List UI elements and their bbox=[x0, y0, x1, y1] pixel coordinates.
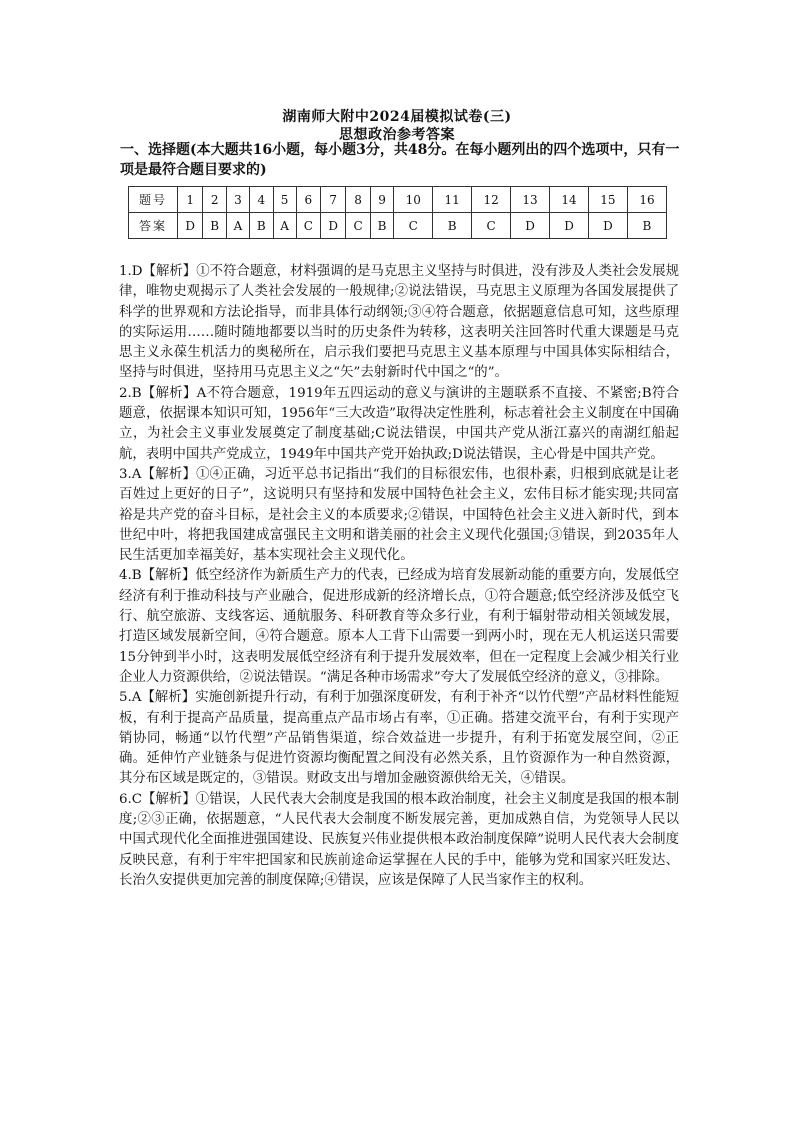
item-label: 6.C【解析】 bbox=[119, 791, 196, 807]
question-number: 14 bbox=[550, 187, 589, 213]
question-number: 16 bbox=[627, 187, 666, 213]
question-number: 9 bbox=[370, 187, 394, 213]
question-number: 13 bbox=[511, 187, 550, 213]
answer-cell: D bbox=[550, 213, 589, 239]
answer-cell: B bbox=[627, 213, 666, 239]
answer-cell: D bbox=[588, 213, 627, 239]
answer-cell: D bbox=[321, 213, 346, 239]
answer-row bbox=[129, 213, 667, 239]
question-number: 5 bbox=[273, 187, 296, 213]
answer-cell: B bbox=[433, 213, 472, 239]
answer-cell: A bbox=[226, 213, 249, 239]
explanation-item bbox=[119, 790, 679, 891]
item-text: ①不符合题意，材料强调的是马克思主义坚持与时俱进，没有涉及人类社会发展规律，唯物史观揭示了人类社会发展的一般规律;②说法错误，马克思主义原理为各国发展提供了科学的世界观和方法论指导，而非具体行动纲领;③④符合题意，依据题意信息可知，这些原理的实际运用……随时随地都要以当时的历史条件为转移，这表明关注回答时代重大课题是马克思主义永葆生机活力的奥秘所在，启示我们要把马克思主义基本原理与中国具体实际相结合，坚持与时俱进，坚持用马克思主义之“矢”去射新时代中国之“的”。 bbox=[119, 264, 679, 381]
answer-cell: C bbox=[346, 213, 370, 239]
question-number: 7 bbox=[321, 187, 346, 213]
question-number: 6 bbox=[296, 187, 320, 213]
answer-cell: C bbox=[394, 213, 433, 239]
item-label: 4.B【解析】 bbox=[119, 568, 196, 584]
question-number: 15 bbox=[588, 187, 627, 213]
question-number: 3 bbox=[226, 187, 249, 213]
question-number: 8 bbox=[346, 187, 370, 213]
answer-cell: C bbox=[472, 213, 511, 239]
question-number: 4 bbox=[250, 187, 274, 213]
item-text: 低空经济作为新质生产力的代表，已经成为培育发展新动能的重要方向，发展低空经济有利于推动科技与产业融合，促进形成新的经济增长点，①符合题意;低空经济涉及低空飞行、航空旅游、支线客运、通航服务、科研教育等众多行业，有利于辐射带动相关领域发展，打造区域发展新空间，④符合题意。原本人工背下山需要一到两小时，现在无人机运送只需要15分钟到半小时，这表明发展低空经济有利于提升发展效率，但在一定程度上会减少相关行业企业人力资源供给，②说法错误。“满足各种市场需求”夸大了发展低空经济的意义，③排除。 bbox=[119, 568, 679, 685]
question-number: 11 bbox=[433, 187, 472, 213]
question-number: 12 bbox=[472, 187, 511, 213]
item-label: 1.D【解析】 bbox=[119, 264, 197, 279]
question-number: 1 bbox=[178, 187, 203, 213]
explanation-item bbox=[119, 384, 679, 465]
section-heading-choice: 一、选择题(本大题共16小题，每小题3分，共48分。在每小题列出的四个选项中，只有一项是最符合题目要求的) bbox=[120, 142, 680, 178]
answer-cell: B bbox=[250, 213, 274, 239]
question-number: 10 bbox=[394, 187, 433, 213]
explanation-item bbox=[119, 262, 679, 384]
answer-table bbox=[128, 186, 667, 239]
answer-cell: B bbox=[370, 213, 394, 239]
answer-cell: D bbox=[511, 213, 550, 239]
answer-cell: B bbox=[203, 213, 227, 239]
item-label: 2.B【解析】 bbox=[119, 385, 197, 401]
item-text: ①④正确，习近平总书记指出“我们的目标很宏伟，也很朴素，归根到底就是让老百姓过上更好的日子”，这说明只有坚持和发展中国特色社会主义，宏伟目标才能实现;共同富裕是共产党的奋斗目标，是社会主义的本质要求;②错误，中国特色社会主义进入新时代，到本世纪中叶，将把我国建成富强民主文明和谐美丽的社会主义现代化强国;③错误，到2035年人民生活更加幸福美好，基本实现社会主义现代化。 bbox=[119, 466, 680, 564]
answer-cell: A bbox=[273, 213, 296, 239]
answer-cell: C bbox=[296, 213, 320, 239]
answer-cell: D bbox=[178, 213, 203, 239]
item-label: 3.A【解析】 bbox=[119, 466, 197, 482]
question-number-row bbox=[129, 187, 667, 213]
document-subtitle: 思想政治参考答案 bbox=[339, 127, 455, 143]
item-text: A不符合题意，1919年五四运动的意义与演讲的主题联系不直接、不紧密;B符合题意，依据课本知识可知，1956年“三大改造”取得决定性胜利，标志着社会主义制度在中国确立，为社会主义事业发展奠定了制度基础;C说法错误，中国共产党从浙江嘉兴的南湖红船起航，表明中国共产党成立，1949年中国共产党开始执政;D说法错误，主心骨是中国共产党。 bbox=[119, 385, 679, 462]
explanations bbox=[119, 262, 679, 891]
row-label-answer: 答案 bbox=[129, 213, 178, 239]
explanation-item bbox=[119, 688, 679, 789]
document-title: 湖南师大附中2024届模拟试卷(三) bbox=[282, 109, 512, 125]
item-text: 实施创新提升行动，有利于加强深度研发，有利于补齐“以竹代塑”产品材料性能短板，有利于提高产品质量，提高重点产品市场占有率，①正确。搭建交流平台，有利于实现产销协同，畅通“以竹代塑”产品销售渠道，综合效益进一步提升，有利于拓宽发展空间，②正确。延伸竹产业链条与促进竹资源均衡配置之间没有必然关系，且竹资源作为一种自然资源，其分布区域是既定的，③错误。财政支出与增加金融资源供给无关，④错误。 bbox=[119, 690, 679, 787]
item-text: ①错误，人民代表大会制度是我国的根本政治制度，社会主义制度是我国的根本制度;②③正确，依据题意，“人民代表大会制度不断发展完善，更加成熟自信，为党领导人民以中国式现代化全面推进强国建设、民族复兴伟业提供根本政治制度保障”说明人民代表大会制度反映民意，有利于牢牢把国家和民族前途命运掌握在人民的手中，能够为党和国家兴旺发达、长治久安提供更加完善的制度保障;④错误，应该是保障了人民当家作主的权利。 bbox=[119, 791, 680, 888]
explanation-item bbox=[119, 465, 679, 566]
question-number: 2 bbox=[203, 187, 227, 213]
item-label: 5.A【解析】 bbox=[119, 690, 196, 706]
explanation-item bbox=[119, 566, 679, 688]
row-label-number: 题号 bbox=[129, 187, 178, 213]
